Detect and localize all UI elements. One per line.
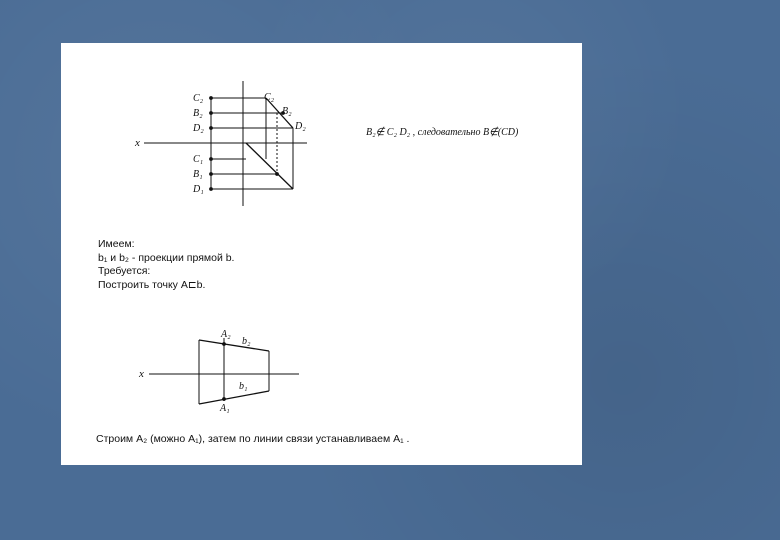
point-b1 bbox=[276, 173, 279, 176]
x-axis-label-2: x bbox=[139, 368, 144, 380]
construction-caption: Строим A₂ (можно A₁), затем по линии связи устанавливаем A₁ . bbox=[96, 433, 410, 445]
point-d1-left bbox=[210, 188, 213, 191]
label-c2-left: C₂ bbox=[193, 93, 204, 104]
label-b2-left: B₂ bbox=[193, 108, 203, 119]
point-c2-left bbox=[210, 97, 213, 100]
figure-1-epure bbox=[144, 81, 307, 206]
point-a2 bbox=[223, 343, 226, 346]
label-d1-left: D₁ bbox=[193, 184, 204, 195]
task-text: Построить точку A⊏b. bbox=[98, 278, 206, 291]
label-c1-left: C₁ bbox=[193, 154, 204, 165]
line-b1 bbox=[199, 391, 269, 404]
label-b2-right: B₂ bbox=[282, 106, 292, 117]
label-b1-line: b₁ bbox=[239, 381, 248, 392]
label-a1: A₁ bbox=[220, 403, 230, 414]
point-d2-left bbox=[210, 127, 213, 130]
label-a2: A₂ bbox=[221, 329, 231, 340]
x-axis-label-1: x bbox=[135, 137, 140, 149]
point-a1 bbox=[223, 398, 226, 401]
slide-page bbox=[61, 43, 582, 465]
label-d2-left: D₂ bbox=[193, 123, 204, 134]
label-b1-left: B₁ bbox=[193, 169, 203, 180]
segment-c1-d1 bbox=[246, 143, 293, 189]
given-projections: b₁ и b₂ - проекции прямой b. bbox=[98, 251, 235, 264]
label-d2-right: D₂ bbox=[295, 121, 306, 132]
line-b2 bbox=[199, 340, 269, 351]
given-block bbox=[98, 238, 398, 292]
point-b1-left bbox=[210, 173, 213, 176]
point-c1-left bbox=[210, 158, 213, 161]
point-b2-left bbox=[210, 112, 213, 115]
given-heading: Имеем: bbox=[98, 238, 135, 250]
figure-2-epure bbox=[149, 338, 299, 404]
label-c2-right: C₂ bbox=[264, 92, 275, 103]
conclusion-text: B₂∉ C₂ D₂ , следовательно B∉(CD) bbox=[366, 127, 519, 138]
label-b2-line: b₂ bbox=[242, 336, 251, 347]
required-heading: Требуется: bbox=[98, 265, 151, 277]
